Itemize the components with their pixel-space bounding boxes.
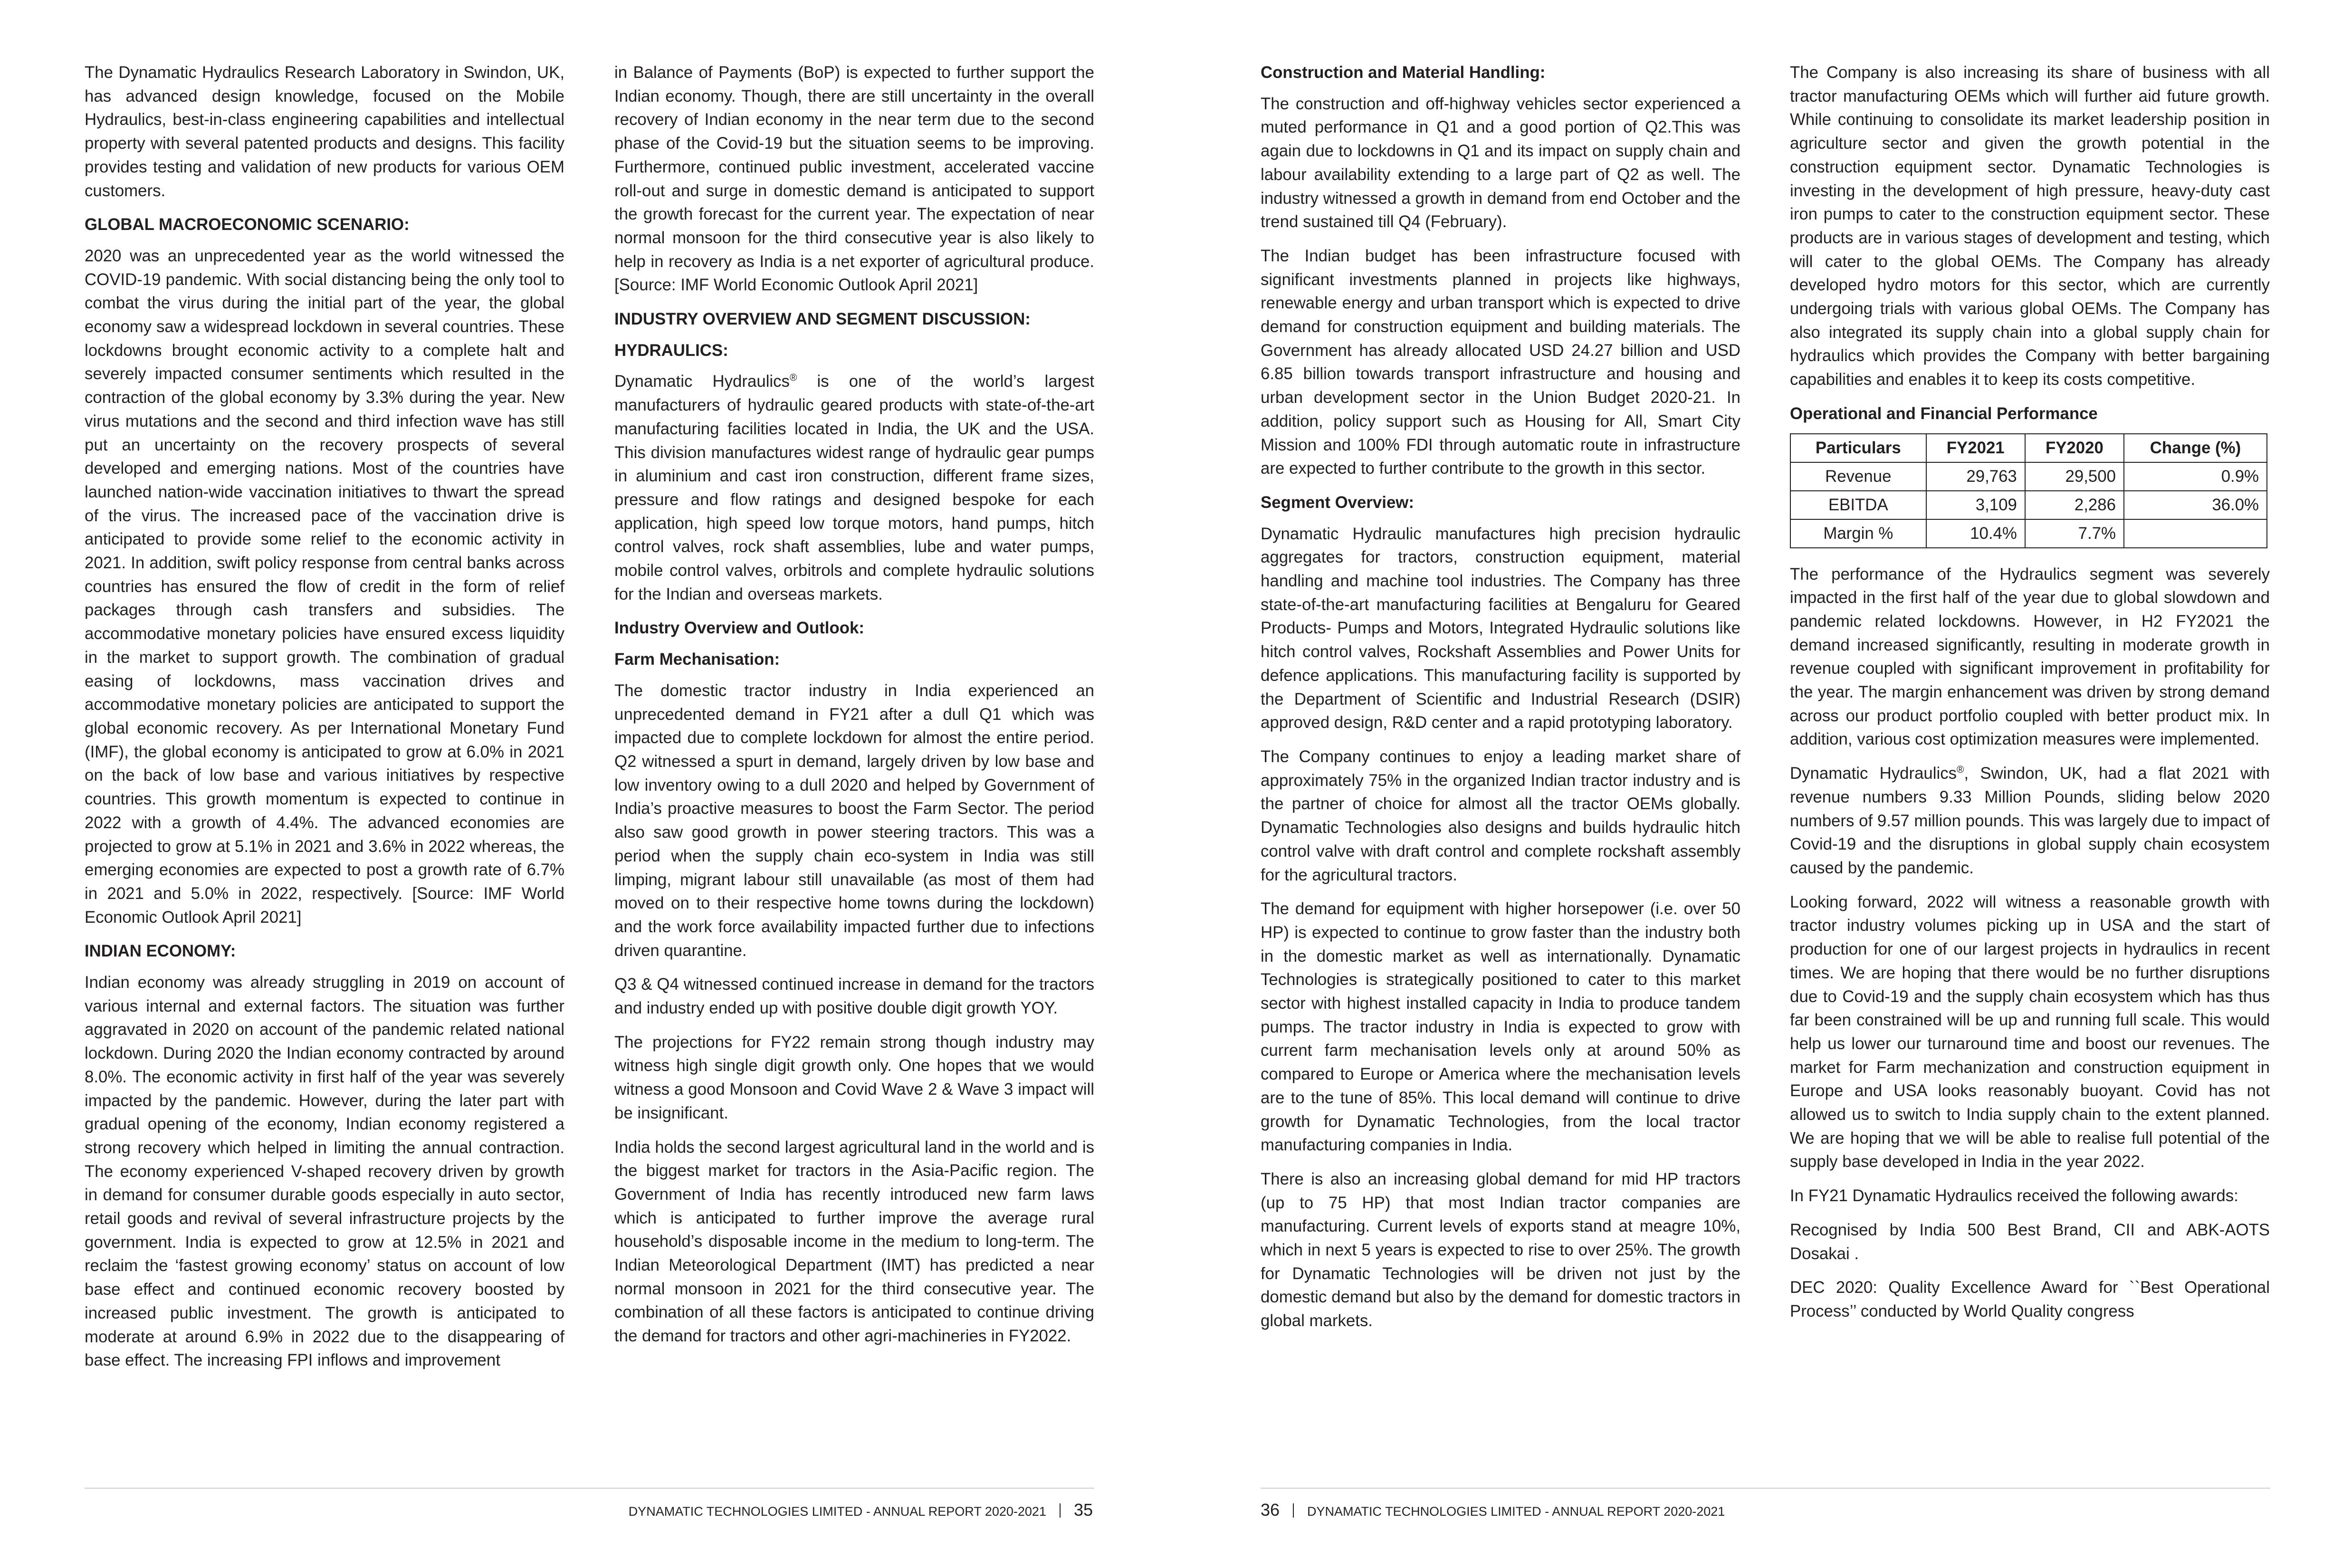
column-1: [85, 61, 564, 1383]
paragraph: In FY21 Dynamatic Hydraulics received the following awards:: [1790, 1186, 2238, 1205]
table-cell: 2,286: [2025, 491, 2124, 519]
brand-name: Dynamatic Hydraulics: [614, 372, 790, 391]
section-heading: GLOBAL MACROECONOMIC SCENARIO:: [85, 215, 410, 234]
paragraph: DEC 2020: Quality Excellence Award for ``Best Operational Process’’ conducted by World Quality congress: [1790, 1278, 2270, 1320]
paragraph: The construction and off-highway vehicles sector experienced a muted performance in Q1 and a good portion of Q2.This was again due to lockdowns in Q1 and its impact on supply chain and labour availability extending to a large part of Q2 as well. The industry witnessed a growth in demand from end October and the trend sustained till Q4 (February).: [1261, 94, 1740, 231]
table-row: [1790, 462, 2267, 491]
section-heading: Operational and Financial Performance: [1790, 404, 2098, 423]
table-cell: 10.4%: [1926, 519, 2025, 548]
paragraph: The Company is also increasing its share of business with all tractor manufacturing OEMs which will further aid future growth. While continuing to consolidate its market leadership position in agriculture sector and given the growth potential in the construction equipment sector. Dynamatic Technologies is investing in the development of high pressure, heavy-duty cast iron pumps to cater to the construction equipment sector. These products are in various stages of development and testing, which will cater to the global OEMs. The Company has already developed hydro motors for this sector, which are currently undergoing trials with various global OEMs. The Company has also integrated its supply chain into a global supply chain for hydraulics which provides the Company with better bargaining capabilities and enables it to keep its costs competitive.: [1790, 63, 2270, 389]
paragraph: [1790, 762, 2270, 880]
page-number-right: 36: [1261, 1500, 1280, 1520]
paragraph: The performance of the Hydraulics segment was severely impacted in the first half of the year due to global slowdown and pandemic related lockdowns. However, in H2 FY2021 the demand increased significantly, resulting in moderate growth in revenue coupled with significant improvement in profitability for the year. The margin enhancement was driven by strong demand across our product portfolio coupled with better product mix. In addition, various cost optimization measures were implemented.: [1790, 564, 2270, 749]
paragraph: [614, 370, 1094, 606]
paragraph: The Dynamatic Hydraulics Research Laboratory in Swindon, UK, has advanced design knowledge, focused on the Mobile Hydraulics, best-in-class engineering capabilities and intellectual property with several patented products and designs. This facility provides testing and validation of new products for various OEM customers.: [85, 63, 564, 200]
table-cell: [2124, 519, 2267, 548]
registered-mark: ®: [1957, 764, 1964, 775]
column-3: [1261, 61, 1740, 1343]
paragraph: Looking forward, 2022 will witness a reasonable growth with tractor industry volumes picking up in USA and the start of production for one of our largest projects in hydraulics in recent times. We are hoping that there would be no further disruptions due to Covid-19 and the supply chain ecosystem which has thus far been constrained will be up and running full scale. This would help us lower our turnaround time and boost our revenues. The market for Farm mechanization and construction equipment in Europe and USA looks reasonably buoyant. Covid has not allowed us to switch to India supply chain to the extent planned. We are hoping that we will be able to realise full potential of the supply base developed in India in the year 2022.: [1790, 892, 2270, 1171]
footer-rule-right: [1261, 1488, 2270, 1489]
section-heading: Farm Mechanisation:: [614, 650, 780, 669]
paragraph-text: is one of the world’s largest manufacturers of hydraulic geared products with state-of-the-art manufacturing facilities located in India, the UK and the USA. This division manufactures widest range of hydraulic gear pumps in aluminium and cast iron construction, different frame sizes, pressure and flow ratings and designed bespoke for each application, high speed low torque motors, hand pumps, hitch control valves, rock shaft assemblies, lube and water pumps, mobile control valves, orbitrols and complete hydraulic solutions for the Indian and overseas markets.: [614, 372, 1094, 603]
table-cell: 36.0%: [2124, 491, 2267, 519]
footer-separator: [1060, 1503, 1061, 1518]
footer-right-text: DYNAMATIC TECHNOLOGIES LIMITED - ANNUAL REPORT 2020-2021: [1307, 1504, 1725, 1519]
table-cell: 7.7%: [2025, 519, 2124, 548]
footer-left-text: DYNAMATIC TECHNOLOGIES LIMITED - ANNUAL REPORT 2020-2021: [628, 1504, 1046, 1519]
section-heading: HYDRAULICS:: [614, 341, 728, 360]
page-number-left: 35: [1073, 1500, 1093, 1520]
table-cell: Margin %: [1790, 519, 1926, 548]
paragraph: 2020 was an unprecedented year as the world witnessed the COVID-19 pandemic. With social distancing being the only tool to combat the virus during the initial part of the year, the global economy saw a widespread lockdown in several countries. These lockdowns brought economic activity to a complete halt and severely impacted consumer sentiments which resulted in the contraction of the global economy by 3.3% during the year. New virus mutations and the second and third infection wave has still put an uncertainty on the recovery prospects of several developed and emerging nations. Most of the countries have launched nation-wide vaccination initiatives to thwart the spread of the virus. The increased pace of the vaccination drive is anticipated to provide some relief to the economic activity in 2021. In addition, swift policy response from central banks across countries has ensured the flow of credit in the form of relief packages through cash transfers and subsidies. The accommodative monetary policies have ensured excess liquidity in the market to support growth. The combination of gradual easing of lockdowns, mass vaccination drives and accommodative monetary policies are anticipated to support the global economic recovery. As per International Monetary Fund (IMF), the global economy is anticipated to grow at 6.0% in 2021 on the back of low base and various initiatives by respective countries. This growth momentum is expected to continue in 2022 with a growth of 4.4%. The advanced economies are projected to grow at 5.1% in 2021 and 3.6% in 2022 whereas, the emerging economies are expected to post a growth rate of 6.7% in 2021 and 5.0% in 2022, respectively. [Source: IMF World Economic Outlook April 2021]: [85, 246, 564, 927]
table-row: [1790, 519, 2267, 548]
table-cell: 0.9%: [2124, 462, 2267, 491]
paragraph: India holds the second largest agricultural land in the world and is the biggest market for tractors in the Asia-Pacific region. The Government of India has recently introduced new farm laws which is anticipated to further improve the average rural household’s disposable income in the medium to long-term. The Indian Meteorological Department (IMT) has predicted a near normal monsoon in 2021 for the third consecutive year. The combination of all these factors is anticipated to continue driving the demand for tractors and other agri-machineries in FY2022.: [614, 1138, 1094, 1346]
table-header-cell: FY2020: [2025, 434, 2124, 462]
financial-performance-table: [1790, 433, 2267, 548]
paragraph: Indian economy was already struggling in 2019 on account of various internal and external factors. The situation was further aggravated in 2020 on account of the pandemic related national lockdown. During 2020 the Indian economy contracted by around 8.0%. The economic activity in first half of the year was severely impacted by the pandemic. However, during the later part with gradual opening of the economy, Indian economy registered a strong recovery which helped in limiting the annual contraction. The economy experienced V-shaped recovery driven by growth in demand for consumer durable goods especially in auto sector, retail goods and revival of several infrastructure projects by the government. India is expected to grow at 12.5% in 2021 and reclaim the ‘fastest growing economy’ status on account of low base effect and continued economic recovery boosted by increased public investment. The growth is anticipated to moderate at around 6.9% in 2022 due to the disappearing of base effect. The increasing FPI inflows and improvement: [85, 973, 564, 1370]
column-4-top: [1790, 61, 2270, 426]
paragraph: The Company continues to enjoy a leading market share of approximately 75% in the organized Indian tractor industry and is the partner of choice for almost all the tractor OEMs globally. Dynamatic Technologies also designs and builds hydraulic hitch control valve with draft control and complete rockshaft assembly for the agricultural tractors.: [1261, 747, 1740, 884]
brand-name: Dynamatic Hydraulics: [1790, 764, 1957, 783]
column-2: [614, 61, 1094, 1358]
table-cell: Revenue: [1790, 462, 1926, 491]
paragraph: The projections for FY22 remain strong though industry may witness high single digit growth only. One hopes that we would witness a good Monsoon and Covid Wave 2 & Wave 3 impact will be insignificant.: [614, 1033, 1094, 1122]
paragraph: The demand for equipment with higher horsepower (i.e. over 50 HP) is expected to continue to grow faster than the industry both in the domestic market as well as internationally. Dynamatic Technologies is strategically positioned to cater to this market sector with highest installed capacity in India to produce tandem pumps. The tractor industry in India is expected to grow with current farm mechanisation levels only at around 50% as compared to Europe or America where the mechanisation levels are to the tune of 85%. This local demand will continue to drive growth for Dynamatic Technologies, from the local tractor manufacturing companies in India.: [1261, 899, 1740, 1155]
paragraph: Dynamatic Hydraulic manufactures high precision hydraulic aggregates for tractors, construction equipment, material handling and machine tool industries. The Company has three state-of-the-art manufacturing facilities at Bengaluru for Geared Products- Pumps and Motors, Integrated Hydraulic solutions like hitch control valves, Rockshaft Assemblies and Power Units for defence applications. This manufacturing facility is supported by the Department of Scientific and Industrial Research (DSIR) approved design, R&D center and a rapid prototyping laboratory.: [1261, 524, 1740, 732]
section-heading: INDUSTRY OVERVIEW AND SEGMENT DISCUSSION:: [614, 310, 1031, 329]
registered-mark: ®: [789, 372, 797, 383]
table-body: [1790, 462, 2267, 548]
table-cell: EBITDA: [1790, 491, 1926, 519]
paragraph: Q3 & Q4 witnessed continued increase in demand for the tractors and industry ended up with positive double digit growth YOY.: [614, 975, 1094, 1018]
table-header-row: [1790, 434, 2267, 462]
paragraph: in Balance of Payments (BoP) is expected to further support the Indian economy. Though, there are still uncertainty in the overall recovery of Indian economy in the near term due to the second phase of the Covid-19 but the situation seems to be improving. Furthermore, continued public investment, accelerated vaccine roll-out and surge in domestic demand is anticipated to support the growth forecast for the current year. The expectation of near normal monsoon for the third consecutive year is also likely to help in recovery as India is a net exporter of agricultural produce. [Source: IMF World Economic Outlook April 2021]: [614, 63, 1094, 295]
table-cell: 29,763: [1926, 462, 2025, 491]
table-header-cell: Particulars: [1790, 434, 1926, 462]
table-cell: 3,109: [1926, 491, 2025, 519]
section-heading: Industry Overview and Outlook:: [614, 619, 864, 638]
footer-separator: [1293, 1503, 1294, 1518]
paragraph: Recognised by India 500 Best Brand, CII and ABK-AOTS Dosakai .: [1790, 1220, 2270, 1263]
table-header-cell: Change (%): [2124, 434, 2267, 462]
section-heading: Segment Overview:: [1261, 493, 1414, 512]
column-4-bottom: [1790, 563, 2270, 1323]
column-4: [1790, 61, 2270, 1334]
paragraph: The domestic tractor industry in India experienced an unprecedented demand in FY21 after a dull Q1 which was impacted due to complete lockdown for almost the entire period. Q2 witnessed a spurt in demand, largely driven by low base and low inventory owing to a dull 2020 and helped by Government of India’s proactive measures to boost the Farm Sector. The period also saw good growth in power steering tractors. This was a period when the supply chain eco-system in India was still limping, migrant labour still unavailable (as most of them had moved on to their respective home towns during the lockdown) and the work force availability impacted further due to infections driven quarantine.: [614, 681, 1094, 960]
paragraph: There is also an increasing global demand for mid HP tractors (up to 75 HP) that most Indian tractor companies are manufacturing. Current levels of exports stand at meagre 10%, which in next 5 years is expected to rise to over 25%. The growth for Dynamatic Technologies will be driven not just by the domestic demand but also by the demand for domestic tractors in global markets.: [1261, 1169, 1740, 1330]
table-row: [1790, 491, 2267, 519]
paragraph-text: , Swindon, UK, had a flat 2021 with revenue numbers 9.33 Million Pounds, sliding below 2020 numbers of 9.57 million pounds. This was largely due to impact of Covid-19 and the disruptions in global supply chain ecosystem caused by the pandemic.: [1790, 764, 2270, 877]
table-header-cell: FY2021: [1926, 434, 2025, 462]
footer-left: [629, 1501, 1093, 1521]
section-heading: INDIAN ECONOMY:: [85, 942, 236, 961]
paragraph: The Indian budget has been infrastructure focused with significant investments planned in projects like highways, renewable energy and urban transport which is expected to drive demand for construction equipment and building materials. The Government has already allocated USD 24.27 billion and USD 6.85 billion towards transport infrastructure and housing and urban development sector in the Union Budget 2020-21. In addition, policy support such as Housing for All, Smart City Mission and 100% FDI through automatic route in infrastructure are expected to further contribute to the growth in this sector.: [1261, 246, 1740, 478]
section-heading: Construction and Material Handling:: [1261, 63, 1546, 82]
footer-rule-left: [85, 1488, 1094, 1489]
table-cell: 29,500: [2025, 462, 2124, 491]
footer-right: [1261, 1501, 1725, 1521]
